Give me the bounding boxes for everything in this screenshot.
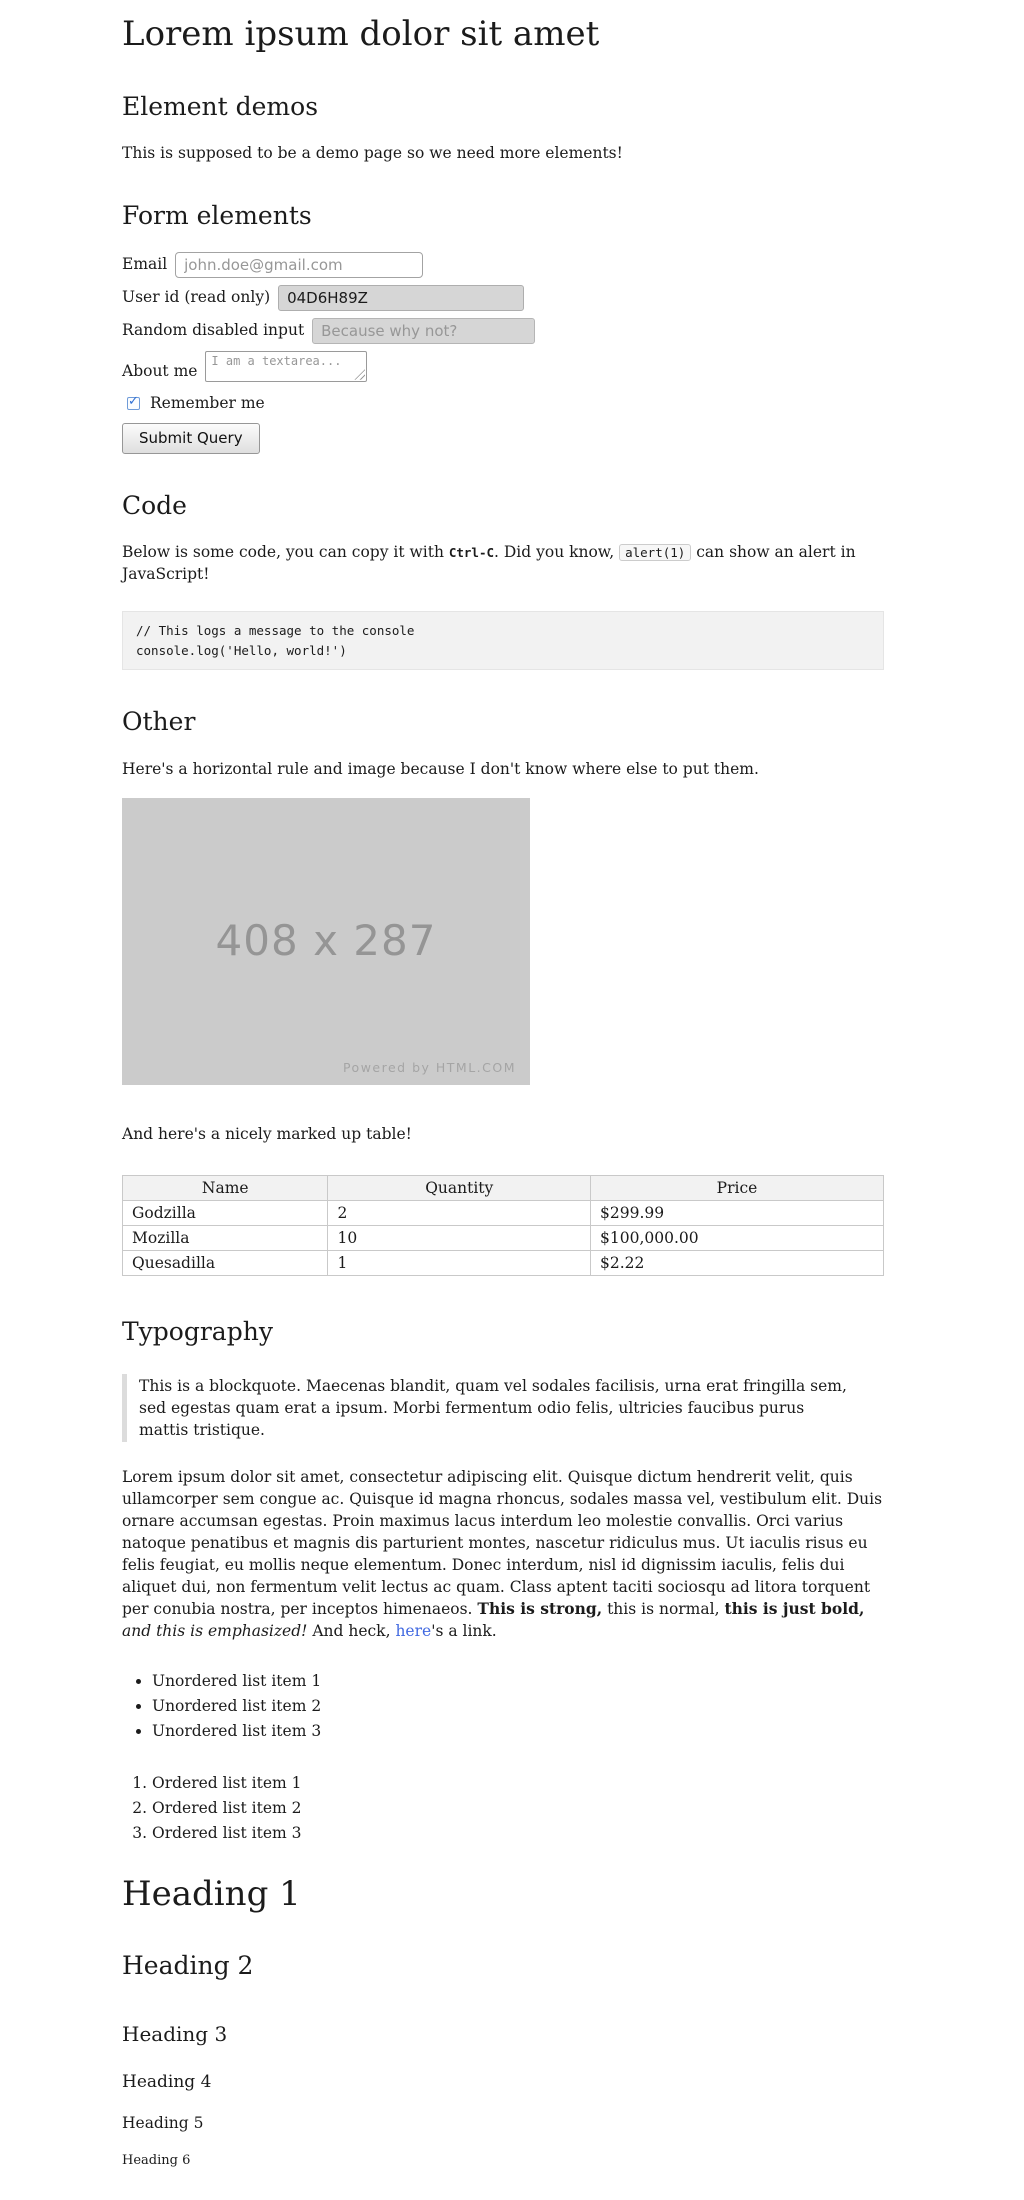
table-cell-name: Mozilla bbox=[123, 1225, 328, 1250]
list-item: • Unordered list item 2 bbox=[152, 1695, 884, 1717]
demo-table bbox=[122, 1175, 884, 1277]
demo-form bbox=[122, 252, 884, 454]
table-cell-price: $2.22 bbox=[591, 1250, 884, 1275]
kbd-ctrl-c: Ctrl-C bbox=[448, 545, 495, 561]
about-label: About me bbox=[122, 361, 198, 380]
table-cell-quantity: 1 bbox=[328, 1250, 591, 1275]
about-textarea-wrap bbox=[205, 351, 367, 382]
lorem-paragraph bbox=[122, 1466, 884, 1642]
heading-1-sample: Heading 1 bbox=[122, 1873, 301, 1914]
section-typography: Typography bbox=[122, 1317, 273, 1347]
section-other: Other bbox=[122, 707, 196, 737]
code-paragraph bbox=[122, 541, 884, 585]
remember-label[interactable]: Remember me bbox=[150, 393, 265, 412]
table-cell-price: $299.99 bbox=[591, 1200, 884, 1225]
lorem-text: Lorem ipsum dolor sit amet, consectetur adipiscing elit. Quisque dictum hendrerit velit, quis ullamcorper sem congue ac. Quisque id magna rhoncus, sodales massa vel, vestibulum elit. Duis ornare accumsan egestas. Proin maximus lacus interdum leo molestie convallis. Orci varius natoque penatibus et magnis dis parturient montes, nascetur ridiculus mus. Ut iaculis risus eu felis feugiat, eu mollis neque elementum. Donec interdum, nisl id dignissim iaculis, felis dui aliquet dui, non fermentum velit lectus ac quam. Class aptent taciti sociosqu ad litora torquent per conubia nostra, per inceptos himenaeos. bbox=[122, 1467, 883, 1618]
code-para-text: . Did you know, bbox=[494, 543, 620, 562]
userid-row bbox=[122, 285, 884, 311]
list-item: 2. Ordered list item 2 bbox=[152, 1797, 884, 1819]
disabled-row bbox=[122, 318, 884, 344]
list-item: 3. Ordered list item 3 bbox=[152, 1822, 884, 1844]
table-cell-quantity: 10 bbox=[328, 1225, 591, 1250]
emphasized-text: and this is emphasized! bbox=[122, 1621, 308, 1640]
list-item: 1. Ordered list item 1 bbox=[152, 1772, 884, 1794]
intro-paragraph: This is supposed to be a demo page so we need more elements! bbox=[122, 144, 623, 163]
code-para-text: can show an alert in JavaScript! bbox=[122, 543, 856, 584]
userid-label: User id (read only) bbox=[122, 287, 271, 306]
heading-4-sample: Heading 4 bbox=[122, 2072, 212, 2093]
table-cell-price: $100,000.00 bbox=[591, 1225, 884, 1250]
email-input[interactable] bbox=[175, 252, 423, 278]
submit-button[interactable]: Submit Query bbox=[122, 423, 260, 454]
code-line: // This logs a message to the console bbox=[136, 623, 415, 639]
heading-2-sample: Heading 2 bbox=[122, 1951, 254, 1981]
table-header-quantity: Quantity bbox=[328, 1175, 591, 1200]
heading-5-sample: Heading 5 bbox=[122, 2114, 204, 2133]
code-block bbox=[122, 611, 884, 670]
blockquote: This is a blockquote. Maecenas blandit, quam vel sodales facilisis, urna erat fringilla sem, sed egestas quam erat a ipsum. Morbi fermentum odio felis, ultricies faucibus purus mattis tristique. bbox=[122, 1374, 884, 1442]
other-paragraph: Here's a horizontal rule and image because I don't know where else to put them. bbox=[122, 759, 759, 778]
bold-text: this is just bold, bbox=[724, 1598, 865, 1618]
strong-text: This is strong, bbox=[477, 1598, 603, 1618]
table-header-price: Price bbox=[591, 1175, 884, 1200]
code-para-text: Below is some code, you can copy it with bbox=[122, 543, 449, 562]
placeholder-image-credit: Powered by HTML.COM bbox=[342, 1059, 516, 1075]
section-form-elements: Form elements bbox=[122, 201, 312, 231]
ordered-list bbox=[122, 1772, 884, 1844]
list-item: • Unordered list item 3 bbox=[152, 1720, 884, 1742]
about-row bbox=[122, 351, 884, 382]
section-code: Code bbox=[122, 490, 187, 520]
table-cell-name: Quesadilla bbox=[123, 1250, 328, 1275]
heading-3-sample: Heading 3 bbox=[122, 2021, 228, 2046]
section-element-demos: Element demos bbox=[122, 91, 319, 121]
table-cell-name: Godzilla bbox=[123, 1200, 328, 1225]
lorem-text: 's a link. bbox=[431, 1621, 497, 1640]
lorem-text: this is normal, bbox=[602, 1599, 725, 1618]
table-header-name: Name bbox=[123, 1175, 328, 1200]
page-content bbox=[122, 0, 884, 2171]
disabled-input bbox=[312, 318, 535, 344]
about-textarea[interactable] bbox=[205, 351, 367, 382]
userid-input[interactable] bbox=[278, 285, 524, 311]
list-item: • Unordered list item 1 bbox=[152, 1670, 884, 1692]
placeholder-image-dimensions: 408 x 287 bbox=[215, 916, 437, 966]
inline-code-alert: alert(1) bbox=[619, 544, 691, 561]
remember-row bbox=[122, 392, 884, 414]
table-intro-paragraph: And here's a nicely marked up table! bbox=[122, 1124, 412, 1143]
unordered-list bbox=[122, 1670, 884, 1742]
table-header-row bbox=[123, 1175, 884, 1200]
checkmark-icon: ✓ bbox=[128, 393, 139, 409]
email-row bbox=[122, 252, 884, 278]
page-title: Lorem ipsum dolor sit amet bbox=[122, 14, 600, 54]
remember-checkbox[interactable] bbox=[127, 393, 140, 410]
placeholder-image bbox=[122, 798, 530, 1085]
table-row bbox=[123, 1200, 884, 1225]
email-label: Email bbox=[122, 254, 168, 273]
lorem-text: And heck, bbox=[307, 1621, 396, 1640]
here-link[interactable]: here bbox=[395, 1621, 432, 1640]
table-cell-quantity: 2 bbox=[328, 1200, 591, 1225]
table-row bbox=[123, 1250, 884, 1275]
heading-6-sample: Heading 6 bbox=[122, 2153, 191, 2169]
disabled-label: Random disabled input bbox=[122, 320, 305, 339]
table-row bbox=[123, 1225, 884, 1250]
code-line: console.log('Hello, world!') bbox=[136, 642, 347, 658]
